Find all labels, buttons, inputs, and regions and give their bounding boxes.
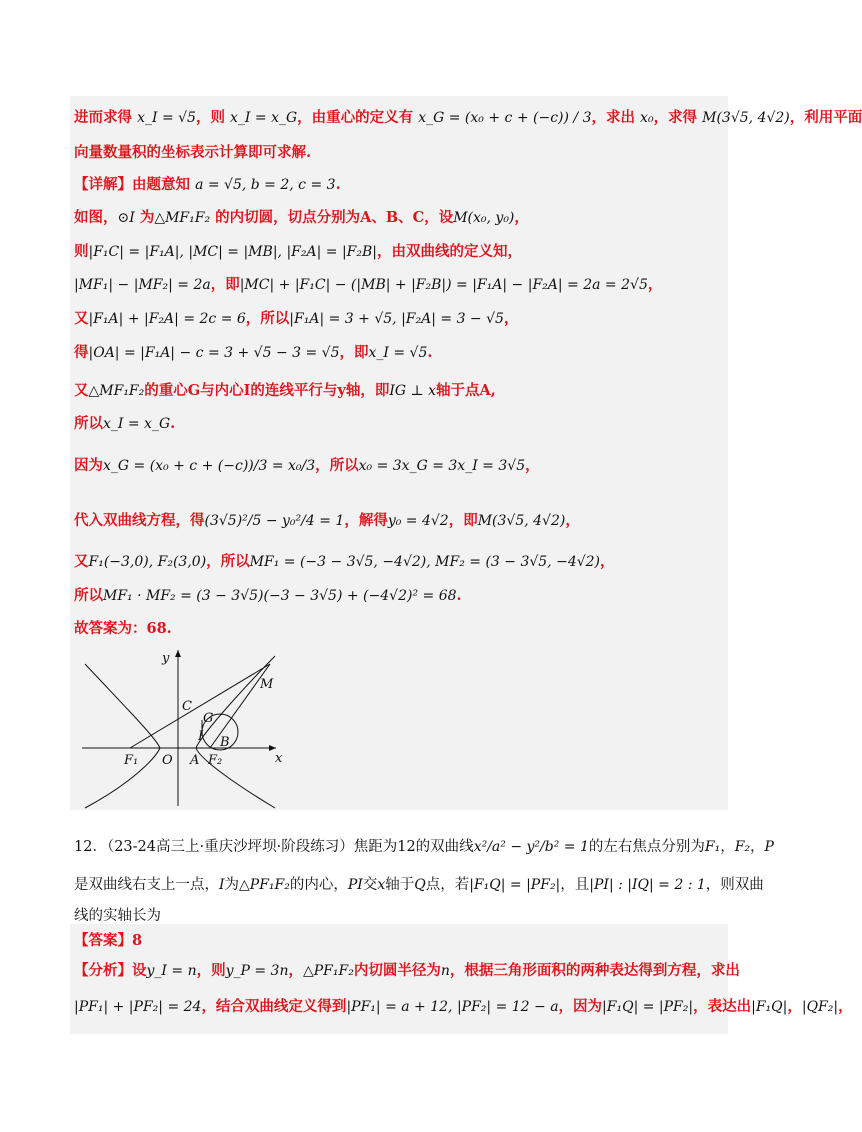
analysis-line-1: 【分析】设y_I = n，则y_P = 3n，△PF₁F₂内切圆半径为n，根据三角形面积的两种表达得到方程，求出: [74, 962, 740, 979]
solution-line-10: 所以x_I = x_G.: [74, 415, 176, 432]
answer-line: [74, 930, 724, 952]
figure-side-background: [286, 642, 728, 810]
label-y: y: [162, 651, 170, 666]
problem-source: （23-24高三上·重庆沙坪坝·阶段练习）: [106, 839, 354, 855]
solution-line-13: 又F₁(−3,0), F₂(3,0)，所以MF₁ = (−3 − 3√5, −4√2), MF₂ = (3 − 3√5, −4√2)，: [74, 553, 615, 570]
answer-value: 8: [132, 932, 143, 949]
solution-line-1: 进而求得 x_I = √5，则 x_I = x_G，由重心的定义有 x_G = (x₀ + c + (−c)) / 3，求出 x₀，求得 M(3√5, 4√2)，利用平面: [74, 109, 862, 126]
label-b: B: [220, 735, 230, 750]
solution-line-8: 得|OA| = |F₁A| − c = 3 + √5 − 3 = √5，即x_I = √5.: [74, 344, 433, 361]
label-o: O: [162, 753, 173, 768]
hyperbola-figure: [70, 642, 286, 810]
label-f1: F₁: [124, 753, 139, 768]
problem12-line-1: 12．（23-24高三上·重庆沙坪坝·阶段练习）焦距为12的双曲线x²/a² − y²/b² = 1的左右焦点分别为F₁，F₂，P: [74, 839, 774, 855]
analysis-label: 【分析】: [74, 962, 132, 979]
solution-line-9: 又△MF₁F₂的重心G与内心I的连线平行与y轴，即IG ⊥ x轴于点A,: [74, 382, 496, 399]
label-m: M: [260, 677, 274, 692]
final-answer-line: 故答案为：68.: [74, 620, 172, 637]
problem-number: 12．: [74, 839, 107, 855]
label-x: x: [275, 751, 283, 766]
solution-line-4: 如图，⊙I 为△MF₁F₂ 的内切圆，切点分别为A、B、C，设M(x₀, y₀)，: [74, 209, 529, 226]
label-f2: F₂: [208, 753, 223, 768]
solution-line-14: 所以MF₁ · MF₂ = (3 − 3√5)(−3 − 3√5) + (−4√2)² = 68.: [74, 587, 462, 604]
label-i: I: [198, 729, 204, 744]
detail-label: 【详解】: [74, 176, 132, 193]
solution-line-12: 代入双曲线方程，得(3√5)²/5 − y₀²/4 = 1，解得y₀ = 4√2，即M(3√5, 4√2)，: [74, 512, 580, 529]
solution-line-11: 因为x_G = (x₀ + c + (−c))/3 = x₀/3，所以x₀ = 3x_G = 3x_I = 3√5，: [74, 457, 540, 474]
problem12-line-3: 线的实轴长为: [74, 908, 161, 924]
math-xi: x_I = √5: [137, 110, 196, 126]
solution-line-5: 则|F₁C| = |F₁A|, |MC| = |MB|, |F₂A| = |F₂B|，由双曲线的定义知，: [74, 243, 522, 260]
label-g: G: [203, 711, 214, 726]
solution-line-6: |MF₁| − |MF₂| = 2a，即|MC| + |F₁C| − (|MB| + |F₂B|) = |F₁A| − |F₂A| = 2a = 2√5，: [74, 276, 663, 293]
answer-label: 【答案】: [74, 932, 132, 949]
detail-line: 【详解】由题意知 a = √5, b = 2, c = 3.: [74, 176, 341, 193]
label-c: C: [182, 699, 192, 714]
y-axis-arrow: [175, 650, 181, 657]
solution-line-7: 又|F₁A| + |F₂A| = 2c = 6，所以|F₁A| = 3 + √5, |F₂A| = 3 − √5，: [74, 310, 519, 327]
analysis-line-2: |PF₁| + |PF₂| = 24，结合双曲线定义得到|PF₁| = a + 12, |PF₂| = 12 − a，因为|F₁Q| = |PF₂|，表达出|F₁Q|，|QF₂|，: [74, 998, 853, 1015]
solution-line-2: 向量数量积的坐标表示计算即可求解.: [74, 144, 312, 161]
hyperbola-left-branch: [85, 664, 160, 808]
label-a: A: [190, 753, 200, 768]
problem12-line-2: 是双曲线右支上一点，I为△PF₁F₂的内心，PI交x轴于Q点，若|F₁Q| = |PF₂|，且|PI| : |IQ| = 2 : 1，则双曲: [74, 877, 764, 893]
